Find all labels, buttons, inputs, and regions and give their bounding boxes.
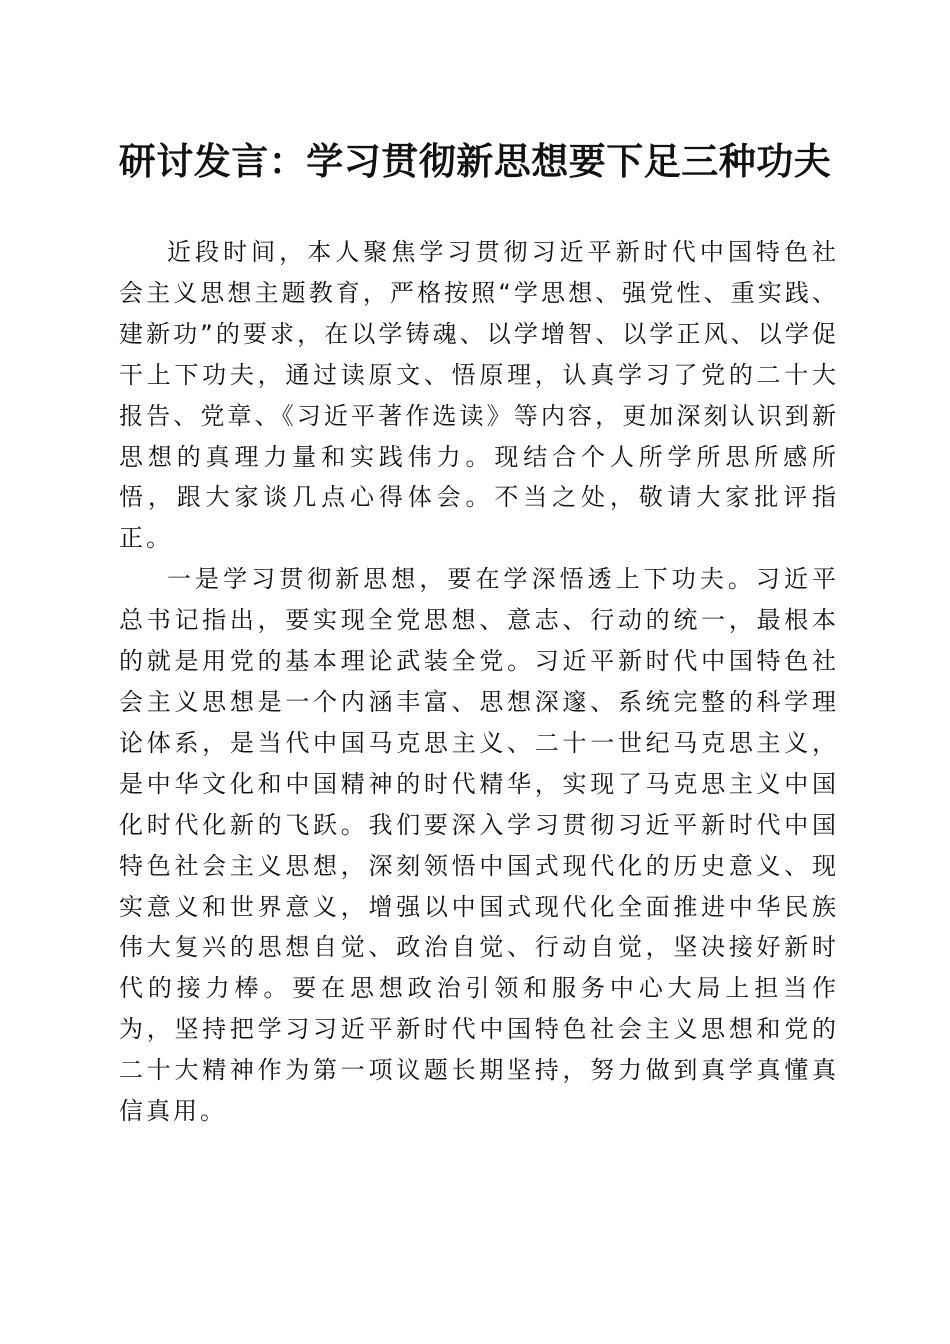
paragraph-intro-text: 近段时间，本人聚焦学习贯彻习近平新时代中国特色社会主义思想主题教育，严格按照“学思想、强党性、重实践、建新功”的要求，在以学铸魂、以学增智、以学正风、以学促干上下功夫，通过读原文、悟原理，认真学习了党的二十大报告、党章、《习近平著作选读》等内容，更加深刻认识到新思想的真理力量和实践伟力。现结合个人所学所思所感所悟，跟大家谈几点心得体会。不当之处，敬请大家批评指正。: [119, 238, 839, 553]
paragraph-intro: [119, 232, 839, 559]
paragraph-point-one-text: 习近平总书记指出，要实现全党思想、意志、行动的统一，最根本的就是用党的基本理论武装全党。习近平新时代中国特色社会主义思想是一个内涵丰富、思想深邃、系统完整的科学理论体系，是当代中国马克思主义、二十一世纪马克思主义，是中华文化和中国精神的时代精华，实现了马克思主义中国化时代化新的飞跃。我们要深入学习贯彻习近平新时代中国特色社会主义思想，深刻领悟中国式现代化的历史意义、现实意义和世界意义，增强以中国式现代化全面推进中华民族伟大复兴的思想自觉、政治自觉、行动自觉，坚决接好新时代的接力棒。要在思想政治引领和服务中心大局上担当作为，坚持把学习习近平新时代中国特色社会主义思想和党的二十大精神作为第一项议题长期坚持，努力做到真学真懂真信真用。: [119, 565, 840, 1126]
paragraph-point-one-lead: 一是学习贯彻新思想，要在学深悟透上下功夫。: [167, 565, 756, 594]
document-title: 研讨发言：学习贯彻新思想要下足三种功夫: [118, 139, 832, 183]
document-body: [119, 232, 839, 1132]
paragraph-point-one: [119, 559, 839, 1132]
